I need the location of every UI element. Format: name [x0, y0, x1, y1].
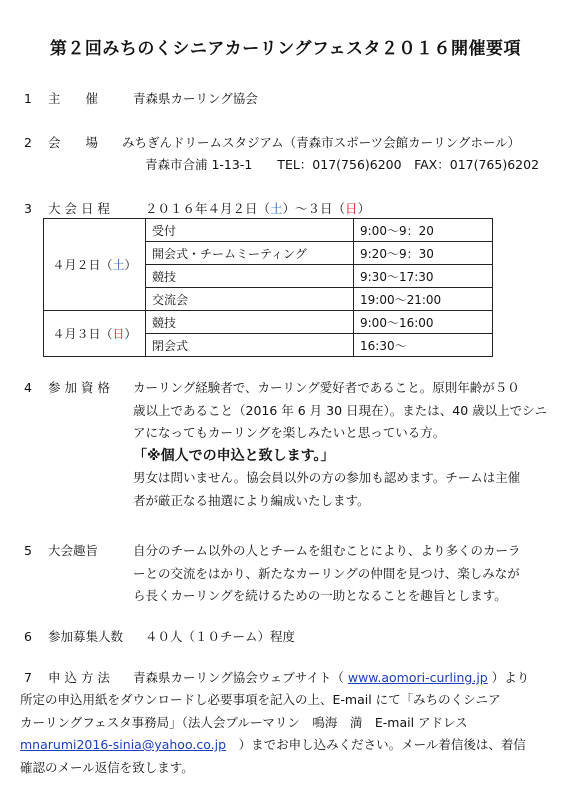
table-row — [44, 219, 493, 242]
section-2-number: 2 — [24, 135, 32, 150]
sunday-mark: 日 — [345, 201, 358, 216]
section-3-label: 大 会 日 程 — [48, 201, 110, 216]
schedule-item: 開会式・チームミーティング — [146, 242, 354, 265]
eligibility-text: カーリング経験者で、カーリング愛好者であること。原則年齢が５０ 歳以上であること（2016 年 6 月 30 日現在）。または、40 歳以上でシニ アになってもカーリングを楽しみたいと思っている方。 「※個人での申込と致します。」 男女は問いません。協会員以外の方の参加も認めます。チームは主催 者が厳正なる抽選により編成いたします。 — [133, 380, 548, 508]
email-link[interactable]: mnarumi2016-sinia@yahoo.co.jp — [20, 737, 227, 752]
section-5-number: 5 — [24, 543, 32, 558]
schedule-item: 競技 — [146, 311, 354, 334]
individual-entry-notice: 「※個人での申込と致します。」 — [133, 447, 335, 464]
purpose-text: 自分のチーム以外の人とチームを組むことにより、より多くのカーラ ーとの交流をはかり、新たなカーリングの仲間を見つけ、楽しみなが ら長くカーリングを続けるための一助となることを趣旨とします。 — [133, 543, 521, 603]
application-line-1: 青森県カーリング協会ウェブサイト（ www.aomori-curling.jp ）より — [133, 670, 530, 685]
schedule-time: 19:00～21:00 — [354, 288, 493, 311]
section-1-label: 主 催 — [48, 91, 99, 106]
schedule-time: 16:30～ — [354, 334, 493, 357]
schedule-item: 競技 — [146, 265, 354, 288]
section-7-number: 7 — [24, 670, 32, 685]
section-4-label: 参 加 資 格 — [48, 380, 110, 395]
schedule-item: 交流会 — [146, 288, 354, 311]
section-6-number: 6 — [24, 629, 32, 644]
organizer-value: 青森県カーリング協会 — [133, 91, 258, 106]
section-1-number: 1 — [24, 91, 32, 106]
section-6-label: 参加募集人数 — [48, 629, 124, 644]
schedule-time: 9:00～16:00 — [354, 311, 493, 334]
section-4-number: 4 — [24, 380, 32, 395]
event-dates: ２０１６年４月２日（土）～３日（日） — [145, 201, 371, 216]
table-row — [44, 311, 493, 334]
capacity-value: ４０人（１０チーム）程度 — [145, 629, 296, 644]
application-text: 所定の申込用紙をダウンロードし必要事項を記入の上、E-mail にて「みちのくシニア カーリングフェスタ事務局」（法人会ブルーマリン 鳴海 満 E-mail アドレス mnarumi2016-sinia@yahoo.co.jp ）までお申し込みください。メール着信後は、着信 確認のメール返信を致します。 — [20, 692, 526, 775]
schedule-table — [43, 218, 493, 357]
schedule-item: 閉会式 — [146, 334, 354, 357]
page-title: 第２回みちのくシニアカーリングフェスタ２０１６開催要項 — [49, 39, 522, 59]
section-7-label: 申 込 方 法 — [48, 670, 110, 685]
website-link[interactable]: www.aomori-curling.jp — [347, 670, 488, 685]
saturday-mark: 土 — [270, 201, 283, 216]
schedule-item: 受付 — [146, 219, 354, 242]
day-1-cell: ４月２日（土） — [44, 219, 146, 311]
schedule-time: 9:20～9：30 — [354, 242, 493, 265]
venue-value: みちぎんドリームスタジアム（青森市スポーツ会館カーリングホール） — [122, 135, 521, 150]
venue-address: 青森市合浦 1-13-1 TEL：017(756)6200 FAX：017(765)6202 — [145, 157, 540, 172]
section-3-number: 3 — [24, 201, 32, 216]
day-2-cell: ４月３日（日） — [44, 311, 146, 357]
section-5-label: 大会趣旨 — [48, 543, 99, 558]
section-2-label: 会 場 — [48, 135, 99, 150]
schedule-time: 9:30～17:30 — [354, 265, 493, 288]
schedule-time: 9:00～9：20 — [354, 219, 493, 242]
